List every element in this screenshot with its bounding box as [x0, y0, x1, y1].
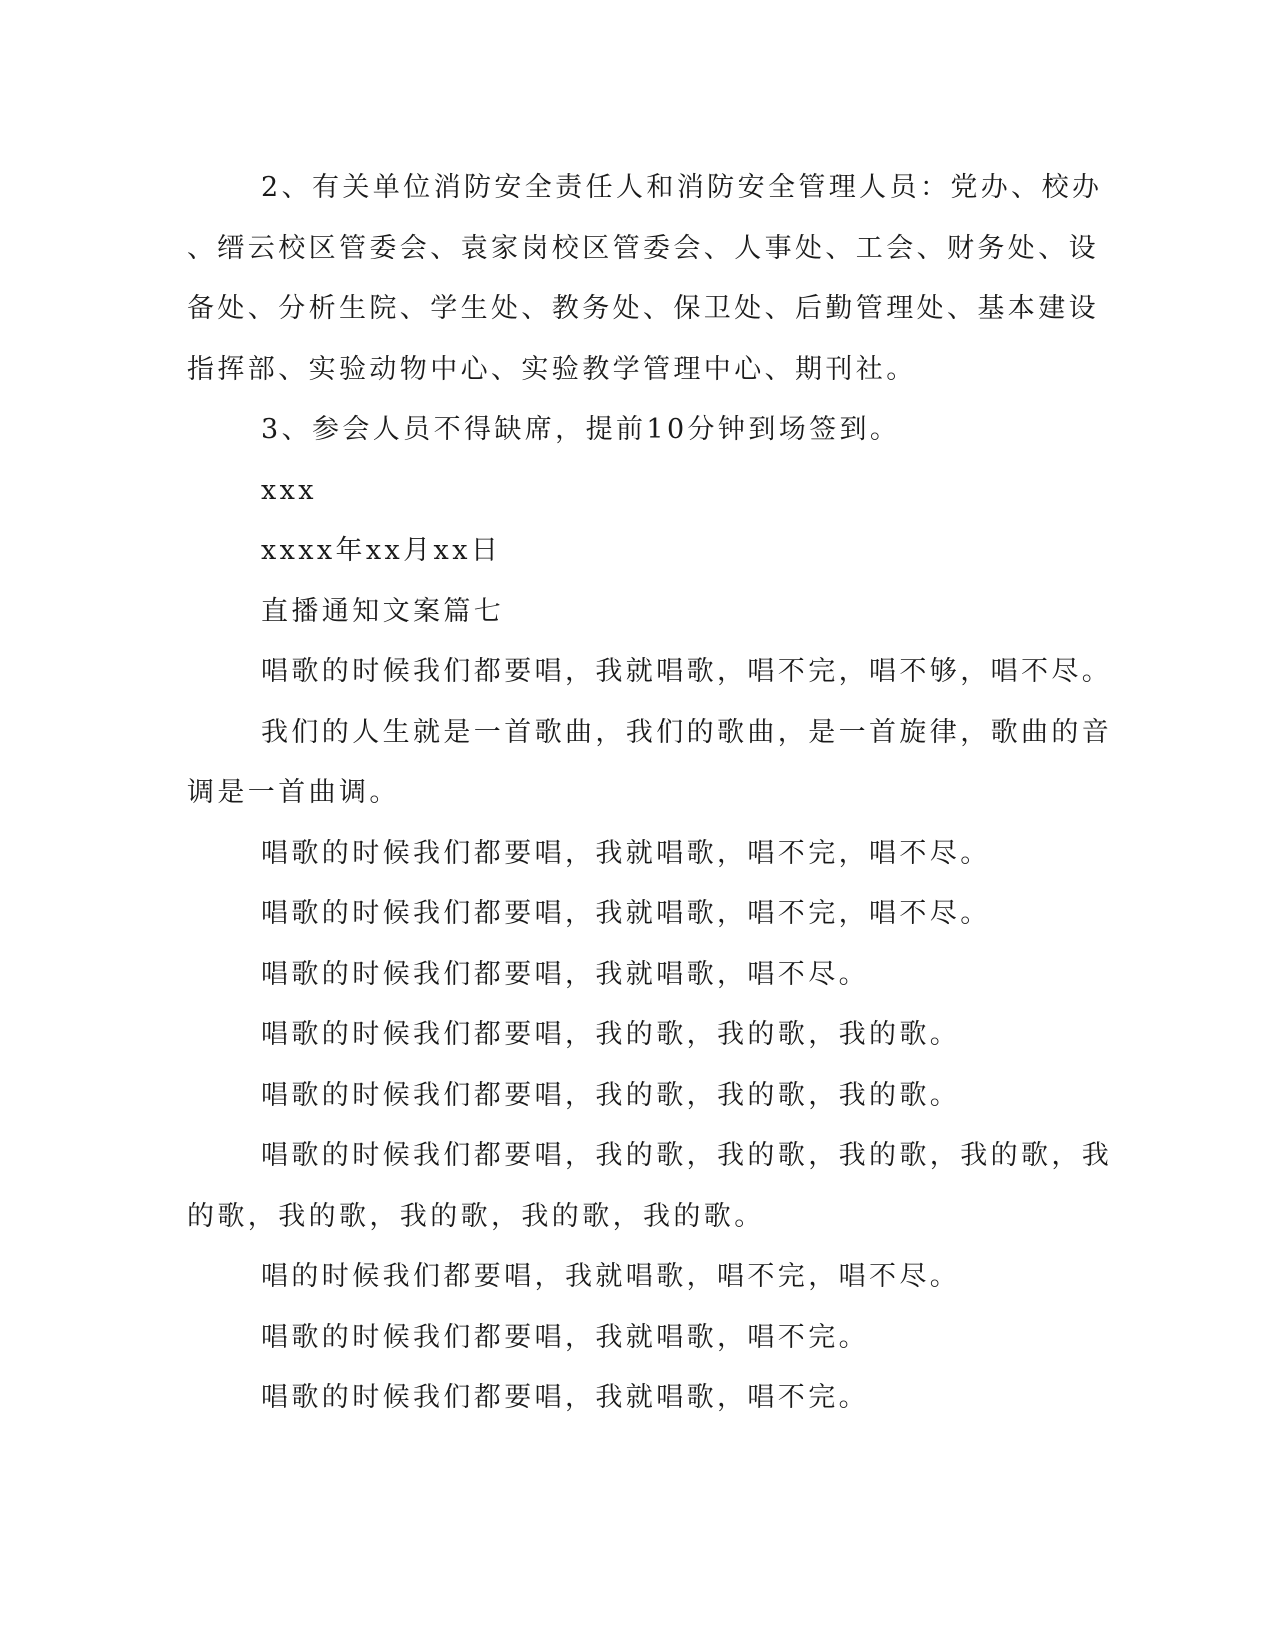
section-heading: 直播通知文案篇七: [261, 595, 505, 627]
signature-line: xxx: [261, 474, 317, 506]
paragraph-line: 的歌，我的歌，我的歌，我的歌，我的歌。: [187, 1200, 765, 1232]
paragraph-line: 唱歌的时候我们都要唱，我的歌，我的歌，我的歌。: [261, 1079, 961, 1111]
paragraph-line: 唱歌的时候我们都要唱，我就唱歌，唱不尽。: [261, 958, 869, 990]
paragraph-line: 唱歌的时候我们都要唱，我的歌，我的歌，我的歌。: [261, 1019, 961, 1050]
paragraph-line: 唱歌的时候我们都要唱，我就唱歌，唱不完。: [261, 1321, 869, 1353]
paragraph-line: 唱歌的时候我们都要唱，我的歌，我的歌，我的歌，我的歌，我: [261, 1140, 1113, 1171]
paragraph-line: 唱歌的时候我们都要唱，我就唱歌，唱不完。: [261, 1382, 869, 1413]
paragraph-line: 我们的人生就是一首歌曲，我们的歌曲，是一首旋律，歌曲的音: [261, 716, 1113, 748]
paragraph-line: 3、参会人员不得缺席，提前10分钟到场签到。: [261, 414, 901, 445]
paragraph-line: 唱歌的时候我们都要唱，我就唱歌，唱不完，唱不尽。: [261, 837, 991, 869]
paragraph-line: 指挥部、实验动物中心、实验教学管理中心、期刊社。: [187, 353, 917, 385]
paragraph-line: 唱歌的时候我们都要唱，我就唱歌，唱不完，唱不够，唱不尽。: [261, 656, 1113, 687]
document-body: [187, 158, 1113, 1429]
paragraph-line: 2、有关单位消防安全责任人和消防安全管理人员：党办、校办: [261, 172, 1103, 203]
paragraph-line: 、缙云校区管委会、袁家岗校区管委会、人事处、工会、财务处、设: [187, 232, 1099, 264]
paragraph-line: 唱的时候我们都要唱，我就唱歌，唱不完，唱不尽。: [261, 1261, 961, 1292]
paragraph-line: 备处、分析生院、学生处、教务处、保卫处、后勤管理处、基本建设: [187, 293, 1099, 324]
paragraph-line: 唱歌的时候我们都要唱，我就唱歌，唱不完，唱不尽。: [261, 898, 991, 929]
date-line: xxxx年xx月xx日: [261, 535, 502, 566]
paragraph-line: 调是一首曲调。: [187, 777, 400, 808]
